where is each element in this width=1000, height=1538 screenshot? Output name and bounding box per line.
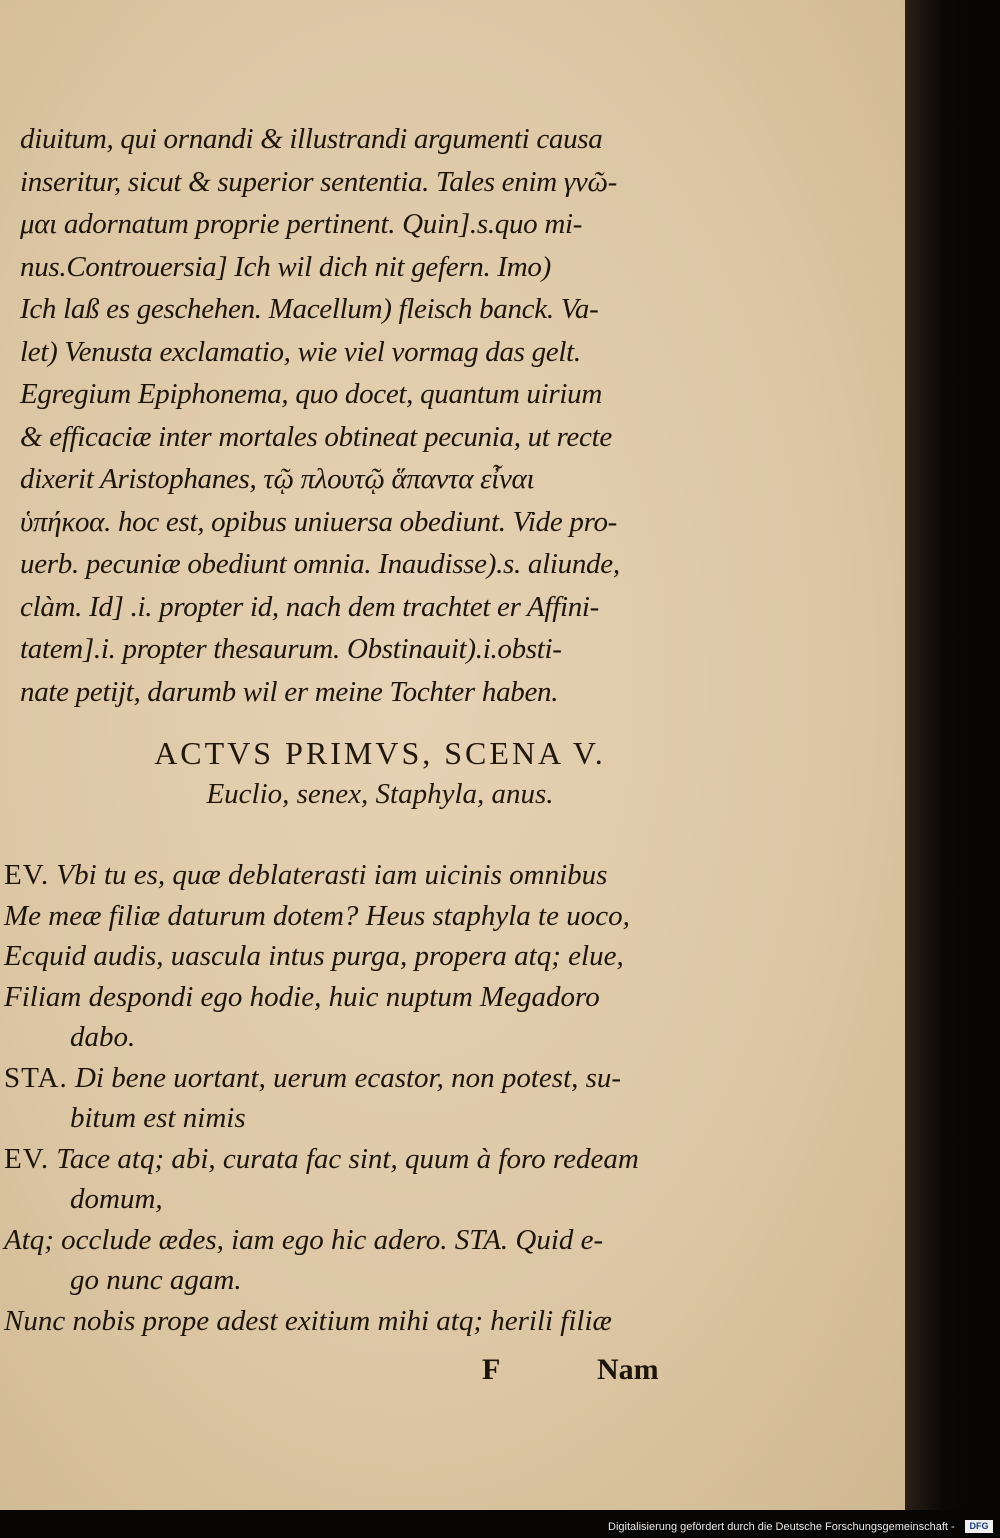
dfg-logo-icon: DFG [965,1520,993,1533]
speaker-label: STA. [4,1061,68,1094]
commentary-text [20,118,710,713]
scene-heading [60,735,700,811]
verse-text: go nunc agam. [70,1264,242,1296]
text-line: nus.Controuersia] Ich wil dich nit gefern. Imo) [20,250,551,283]
text-line: nate petijt, darumb wil er meine Tochter haben. [20,675,559,708]
verse-text: Me meæ filiæ daturum dotem? Heus staphyla te uoco, [4,899,630,932]
text-line: let) Venusta exclamatio, wie viel vormag das gelt. [20,335,581,368]
speaker-label: EV. [4,1142,50,1175]
verse-line [4,896,704,937]
signature-mark: F [482,1353,501,1386]
verse-text: Tace atq; abi, curata fac sint, quum à foro redeam [56,1142,639,1175]
text-line: dixerit Aristophanes, τῷ πλουτῷ ἅπαντα εἶναι [20,463,535,495]
text-line: & efficaciæ inter mortales obtineat pecunia, ut recte [20,420,612,453]
verse-text: Di bene uortant, uerum ecastor, non potest, su- [74,1061,622,1094]
verse-line [4,1017,704,1058]
verse-text: dabo. [70,1021,136,1053]
verse-text: Ecquid audis, uascula intus purga, propera atq; elue, [4,940,624,972]
verse-text: Vbi tu es, quæ deblaterasti iam uicinis omnibus [56,859,608,891]
text-line: uerb. pecuniæ obediunt omnia. Inaudisse).s. aliunde, [20,548,620,580]
funding-credit: Digitalisierung gefördert durch die Deutsche Forschungsgemeinschaft - [608,1521,955,1533]
verse-line [4,1301,704,1342]
text-line: Ich laß es geschehen. Macellum) fleisch banck. Va- [20,293,599,325]
verse-text: Filiam despondi ego hodie, huic nuptum Megadoro [4,980,600,1013]
verse-line [4,977,704,1018]
scene-persons: Euclio, senex, Staphyla, anus. [206,778,554,810]
book-gutter [905,0,1000,1538]
verse-line [4,1220,704,1261]
catchword: Nam [597,1353,659,1386]
text-line: tatem].i. propter thesaurum. Obstinauit).i.obsti- [20,633,562,665]
act-scene-title: ACTVS PRIMVS, SCENA V. [154,735,606,771]
verse-line [4,1058,704,1099]
text-line: Egregium Epiphonema, quo docet, quantum uirium [20,378,602,410]
text-line: μαι adornatum proprie pertinent. Quin].s.quo mi- [20,208,583,240]
play-verse [4,855,704,1341]
verse-line [4,1098,704,1139]
verse-line [4,1139,704,1180]
verse-line [4,936,704,977]
speaker-label: EV. [4,859,50,891]
text-line: diuitum, qui ornandi & illustrandi argumenti causa [20,123,603,155]
verse-text: Atq; occlude ædes, iam ego hic adero. STA. Quid e- [4,1223,604,1256]
text-line: clàm. Id] .i. propter id, nach dem trachtet er Affini- [20,590,600,623]
text-line: ὑπήκοα. hoc est, opibus uniuersa obediunt. Vide pro- [20,505,618,538]
verse-line [4,1179,704,1220]
verse-text: Nunc nobis prope adest exitium mihi atq; herili filiæ [4,1304,612,1337]
verse-line [4,1260,704,1301]
verse-text: bitum est nimis [70,1102,246,1134]
verse-line [4,855,704,896]
verse-text: domum, [70,1183,163,1215]
text-line: inseritur, sicut & superior sententia. Tales enim γνῶ- [20,165,618,198]
